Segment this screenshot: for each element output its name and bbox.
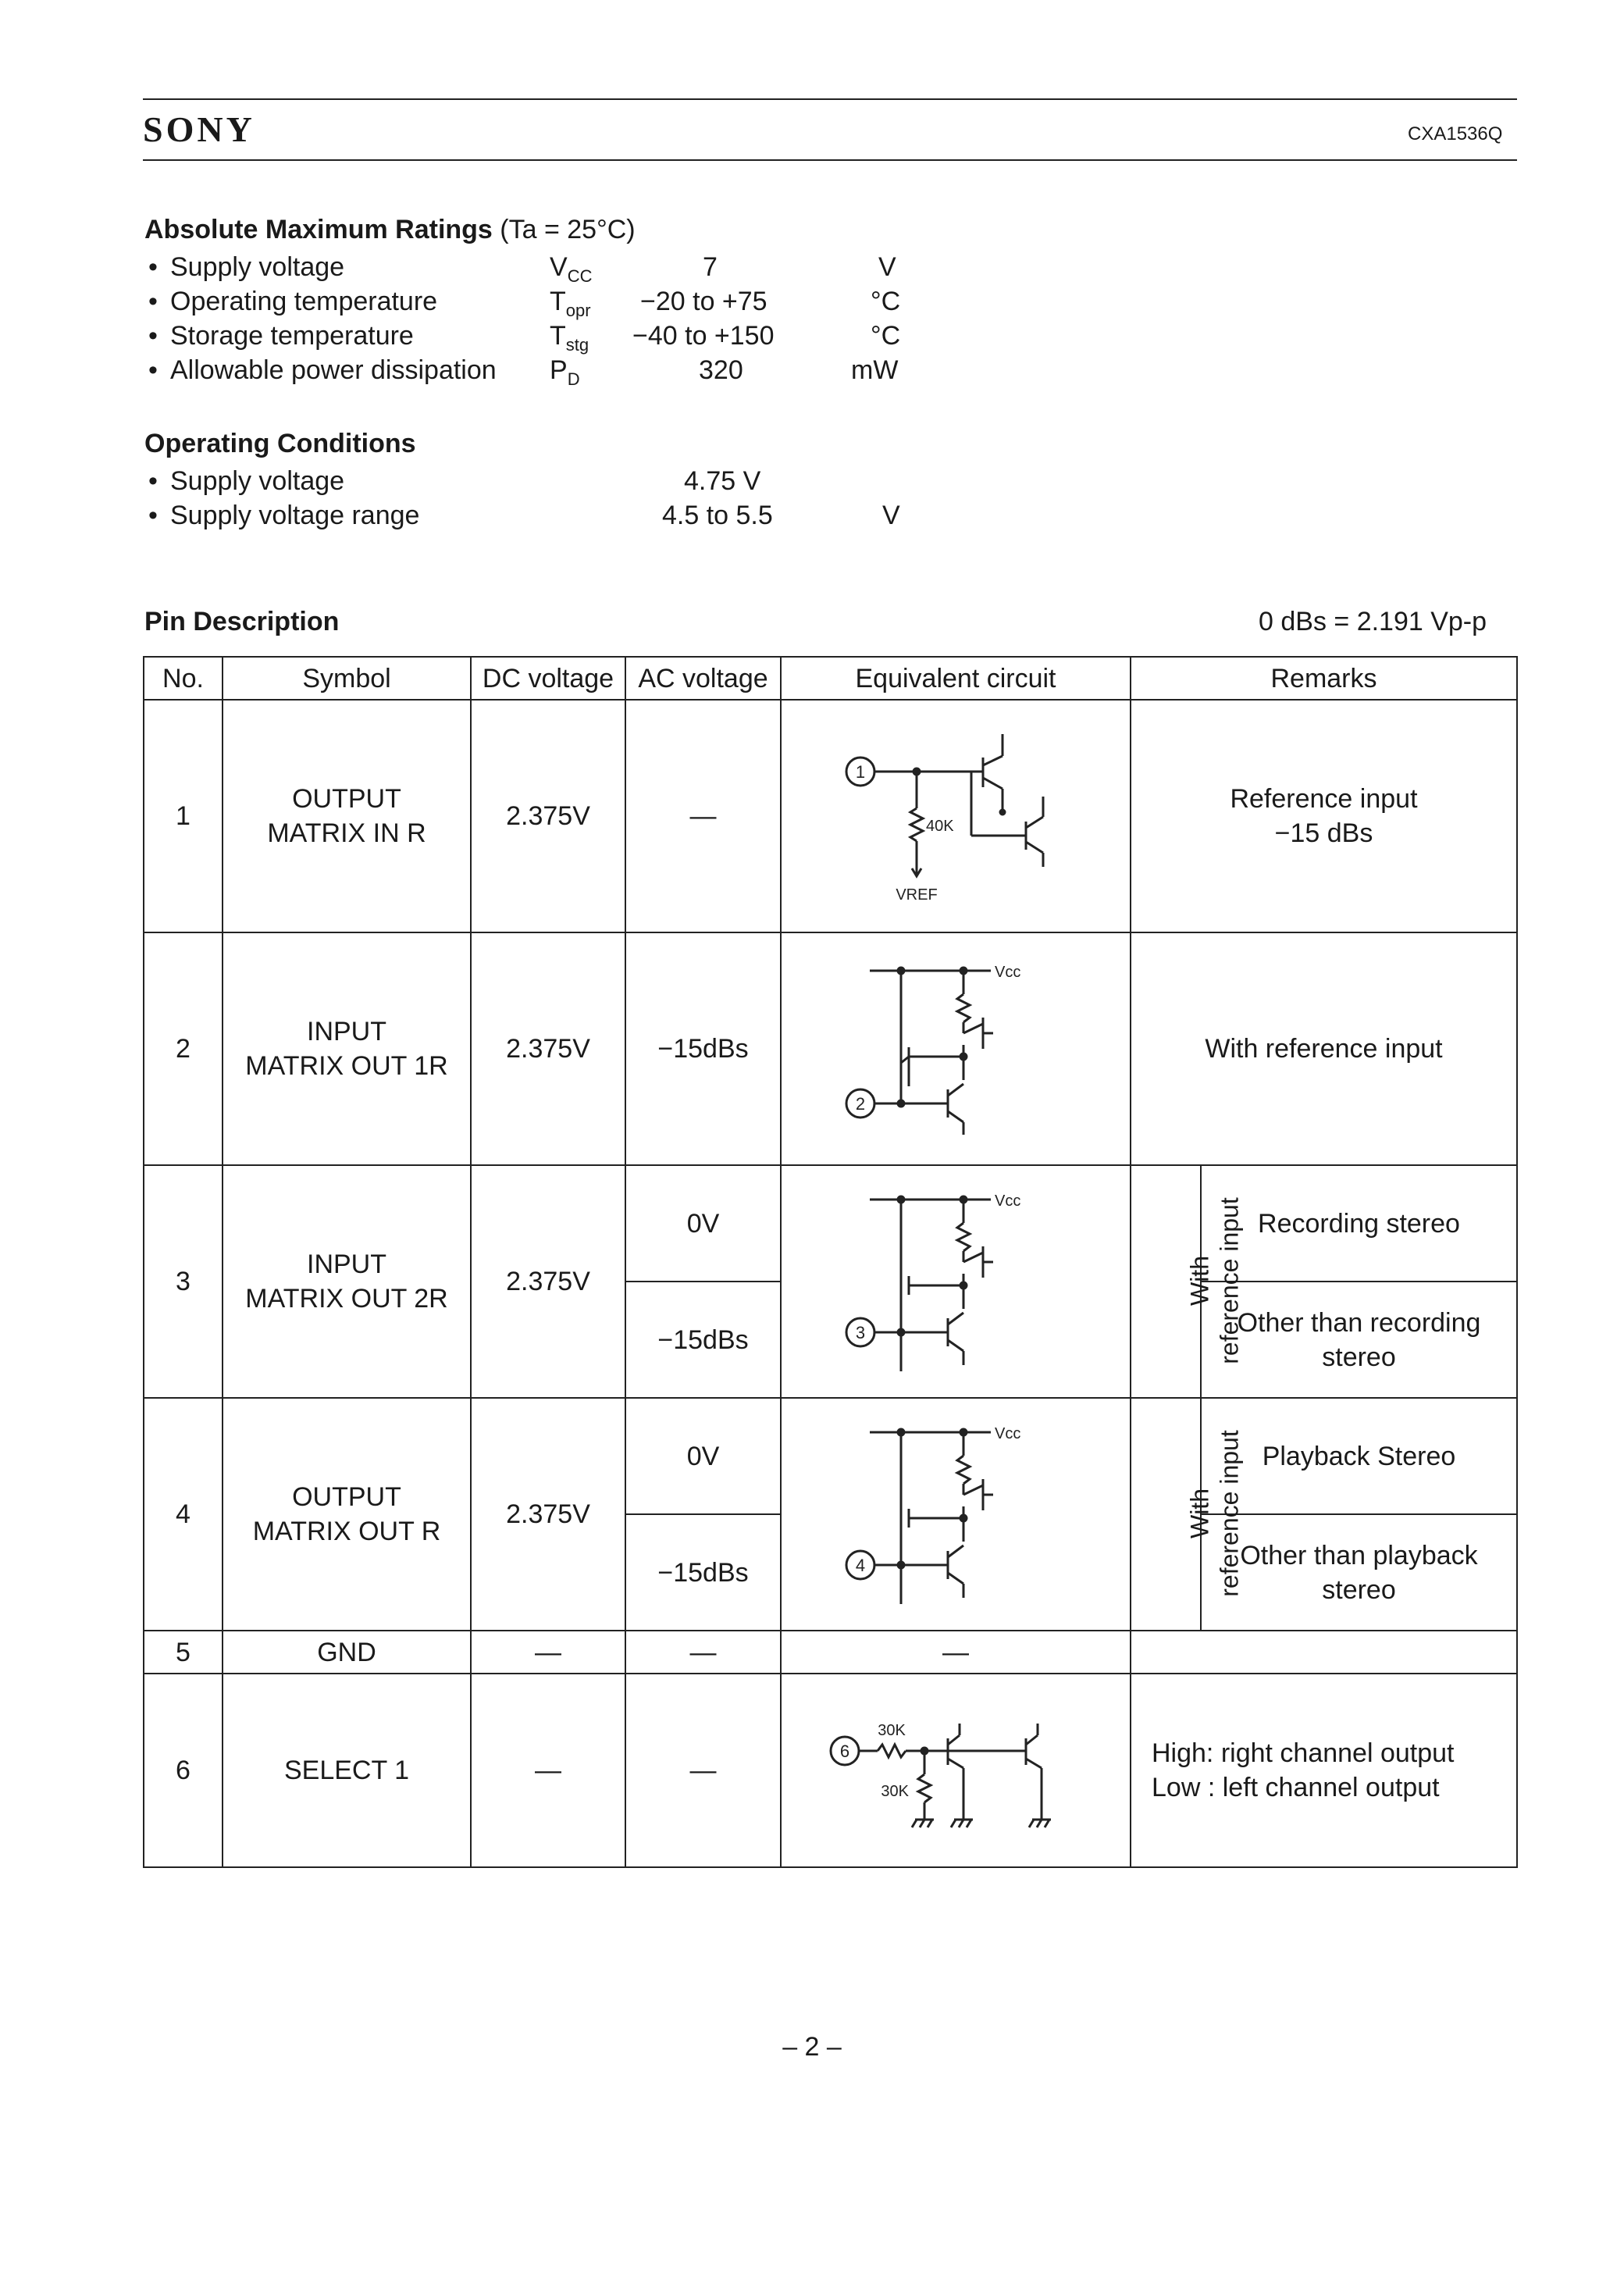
- pin-number: 1: [144, 700, 223, 932]
- abs-row-value: 320: [699, 355, 743, 385]
- pin-symbol: OUTPUT MATRIX IN R: [223, 700, 471, 932]
- svg-text:Vcc: Vcc: [995, 1192, 1021, 1210]
- svg-text:4: 4: [855, 1556, 866, 1575]
- op-row-label: Supply voltage: [170, 466, 345, 496]
- page-number: – 2 –: [782, 2032, 842, 2062]
- op-row-bullet: •: [148, 466, 158, 496]
- circuit-diagram-icon: [839, 1184, 1073, 1379]
- ac-voltage: −15dBs: [625, 932, 781, 1165]
- abs-row-symbol: $V_{CC}$: [550, 252, 593, 286]
- svg-text:30K: 30K: [878, 1722, 906, 1739]
- ac-voltage: —: [625, 1631, 781, 1674]
- op-row-label: Supply voltage range: [170, 501, 420, 530]
- abs-row-label: Supply voltage: [170, 252, 345, 282]
- abs-row-unit: °C: [871, 321, 901, 351]
- remarks: High: right channel output Low : left channel output: [1131, 1674, 1517, 1867]
- abs-max-condition: (Ta = 25°C): [500, 215, 636, 244]
- op-row-bullet: •: [148, 501, 158, 530]
- op-cond-title: Operating Conditions: [144, 429, 416, 458]
- ac-voltage: −15dBs: [625, 1514, 781, 1631]
- ac-voltage: —: [625, 1674, 781, 1867]
- abs-row-label: Storage temperature: [170, 321, 414, 351]
- pin-symbol: SELECT 1: [223, 1674, 471, 1867]
- abs-row-unit: mW: [851, 355, 899, 385]
- abs-row-bullet: •: [148, 252, 158, 282]
- equivalent-circuit-5: —: [781, 1631, 1131, 1674]
- abs-row-bullet: •: [148, 355, 158, 385]
- table-row: [144, 700, 1517, 932]
- op-row-value: 4.5 to 5.5: [662, 501, 773, 530]
- remarks: With reference input: [1131, 932, 1517, 1165]
- dc-voltage: —: [471, 1674, 625, 1867]
- equivalent-circuit-3: [781, 1165, 1131, 1398]
- circuit-diagram-icon: [839, 955, 1073, 1143]
- abs-max-title: Absolute Maximum Ratings: [144, 215, 493, 244]
- abs-row-bullet: •: [148, 321, 158, 351]
- remarks: Other than playback stereo: [1201, 1514, 1517, 1631]
- pin-number: 6: [144, 1674, 223, 1867]
- dc-voltage: 2.375V: [471, 1165, 625, 1398]
- header-ac-voltage: AC voltage: [625, 657, 781, 700]
- equivalent-circuit-6: [781, 1674, 1131, 1867]
- svg-text:30K: 30K: [881, 1783, 909, 1800]
- remarks: Recording stereo: [1201, 1165, 1517, 1282]
- group-label-reference: With reference input: [1131, 1398, 1201, 1631]
- abs-row-label: Operating temperature: [170, 287, 438, 316]
- dc-voltage: —: [471, 1631, 625, 1674]
- abs-row-value: −20 to +75: [640, 287, 767, 316]
- abs-row-unit: °C: [871, 287, 901, 316]
- svg-text:VREF: VREF: [896, 886, 938, 904]
- op-row-value: 4.75 V: [684, 466, 761, 496]
- remarks: Reference input −15 dBs: [1131, 700, 1517, 932]
- sony-logo: SONY: [143, 109, 255, 149]
- pin-table: [143, 656, 1518, 1868]
- equivalent-circuit-2: [781, 932, 1131, 1165]
- pin-symbol: GND: [223, 1631, 471, 1674]
- table-row: [144, 932, 1517, 1165]
- pin-number: 3: [144, 1165, 223, 1398]
- equivalent-circuit-1: [781, 700, 1131, 932]
- remarks: Playback Stereo: [1201, 1398, 1517, 1514]
- abs-row-symbol: $T_{opr}$: [550, 287, 591, 320]
- pin-number: 5: [144, 1631, 223, 1674]
- abs-row-value: 7: [703, 252, 718, 282]
- dc-voltage: 2.375V: [471, 1398, 625, 1631]
- table-header-row: [144, 657, 1517, 700]
- header-dc-voltage: DC voltage: [471, 657, 625, 700]
- svg-text:6: 6: [839, 1741, 850, 1761]
- pin-number: 2: [144, 932, 223, 1165]
- ac-voltage: −15dBs: [625, 1282, 781, 1398]
- header-equivalent-circuit: Equivalent circuit: [781, 657, 1131, 700]
- table-row: [144, 1165, 1517, 1282]
- op-row-unit: V: [882, 501, 900, 530]
- header-bottom-rule: [143, 159, 1517, 161]
- pin-desc-note: 0 dBs = 2.191 Vp-p: [1259, 607, 1487, 636]
- svg-text:40K: 40K: [926, 818, 954, 835]
- svg-text:1: 1: [855, 762, 866, 782]
- svg-text:3: 3: [855, 1323, 866, 1342]
- abs-row-unit: V: [878, 252, 896, 282]
- table-row: [144, 1674, 1517, 1867]
- header-top-rule: [143, 98, 1517, 100]
- abs-row-value: −40 to +150: [632, 321, 775, 351]
- header-symbol: Symbol: [223, 657, 471, 700]
- abs-row-label: Allowable power dissipation: [170, 355, 497, 385]
- ac-voltage: 0V: [625, 1165, 781, 1282]
- svg-text:2: 2: [855, 1094, 866, 1114]
- svg-text:Vcc: Vcc: [995, 1425, 1021, 1442]
- circuit-diagram-icon: [839, 726, 1073, 906]
- pin-desc-title: Pin Description: [144, 607, 340, 636]
- pin-number: 4: [144, 1398, 223, 1631]
- table-row: [144, 1398, 1517, 1514]
- group-label-reference: With reference input: [1131, 1165, 1201, 1398]
- part-number: CXA1536Q: [1408, 123, 1503, 144]
- abs-max-heading: [144, 214, 636, 245]
- svg-text:Vcc: Vcc: [995, 964, 1021, 981]
- table-row: [144, 1631, 1517, 1674]
- abs-row-symbol: $P_D$: [550, 355, 580, 389]
- remarks: [1131, 1631, 1517, 1674]
- header-no: No.: [144, 657, 223, 700]
- dc-voltage: 2.375V: [471, 700, 625, 932]
- equivalent-circuit-4: [781, 1398, 1131, 1631]
- circuit-diagram-icon: [823, 1704, 1088, 1837]
- pin-symbol: INPUT MATRIX OUT 1R: [223, 932, 471, 1165]
- circuit-diagram-icon: [839, 1417, 1073, 1612]
- pin-symbol: OUTPUT MATRIX OUT R: [223, 1398, 471, 1631]
- dc-voltage: 2.375V: [471, 932, 625, 1165]
- ac-voltage: —: [625, 700, 781, 932]
- ac-voltage: 0V: [625, 1398, 781, 1514]
- pin-symbol: INPUT MATRIX OUT 2R: [223, 1165, 471, 1398]
- remarks: Other than recording stereo: [1201, 1282, 1517, 1398]
- header-remarks: Remarks: [1131, 657, 1517, 700]
- abs-row-bullet: •: [148, 287, 158, 316]
- abs-row-symbol: $T_{stg}$: [550, 321, 589, 355]
